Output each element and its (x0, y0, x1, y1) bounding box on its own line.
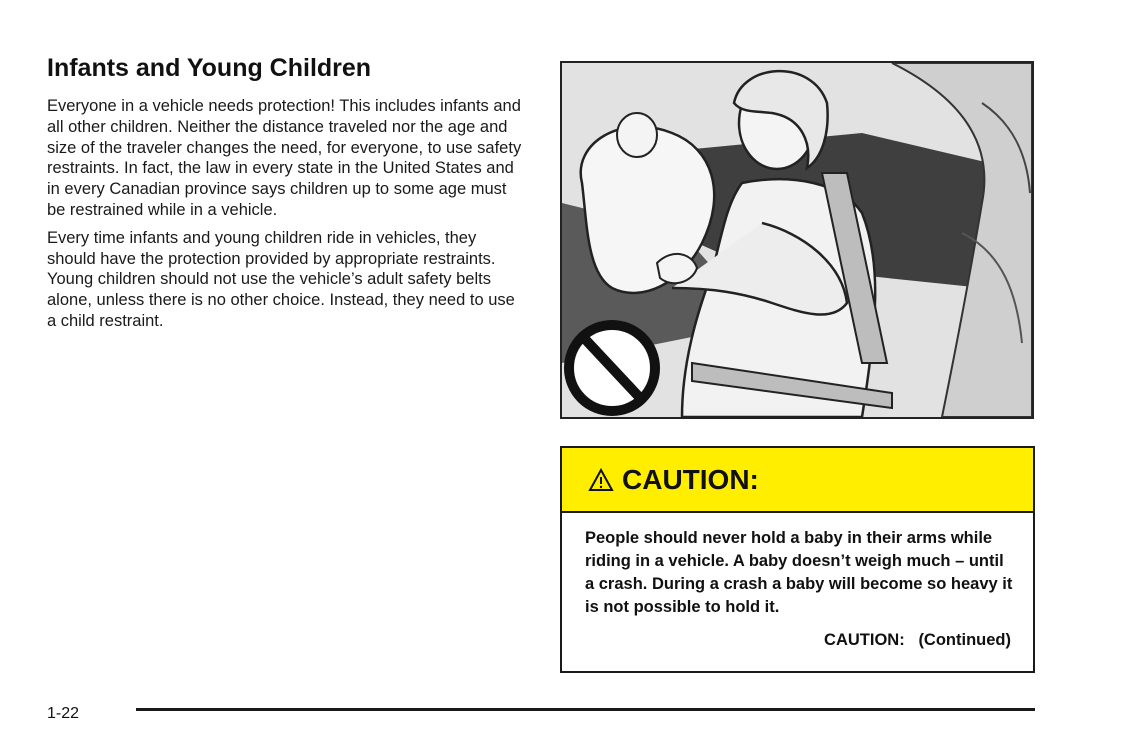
caution-text: People should never hold a baby in their arms while riding in a vehicle. A baby doesn’t weigh much – until a crash. During a crash a baby will become so heavy it is not possible to hold it. (585, 529, 1013, 616)
body-text (47, 96, 527, 339)
caution-title: CAUTION: (622, 463, 759, 495)
paragraph-2: Every time infants and young children ride in vehicles, they should have the protection provided by appropriate restraints. Young children should not use the vehicle’s adult safety belts alone, unless there is no other choice. Instead, they need to use a child restraint. (47, 228, 515, 330)
paragraph-1: Everyone in a vehicle needs protection! This includes infants and all other children. Neither the distance traveled nor the age and size of the traveler changes the need, for everyone, to use safety restraints. In fact, the law in every state in the United States and in every Canadian province says children up to some age must be restrained while in a vehicle. (47, 97, 522, 219)
section-title: Infants and Young Children (47, 54, 372, 82)
warning-triangle-icon (588, 468, 614, 492)
caution-box (560, 446, 1035, 673)
caution-continued: CAUTION: (Continued) (824, 631, 1011, 649)
illustration-drawing (562, 63, 1032, 417)
caution-header (562, 448, 1033, 513)
page-number: 1-22 (47, 705, 80, 722)
illustration-woman-holding-baby (560, 61, 1034, 419)
prohibited-icon (569, 325, 655, 411)
footer-rule (136, 708, 1035, 711)
